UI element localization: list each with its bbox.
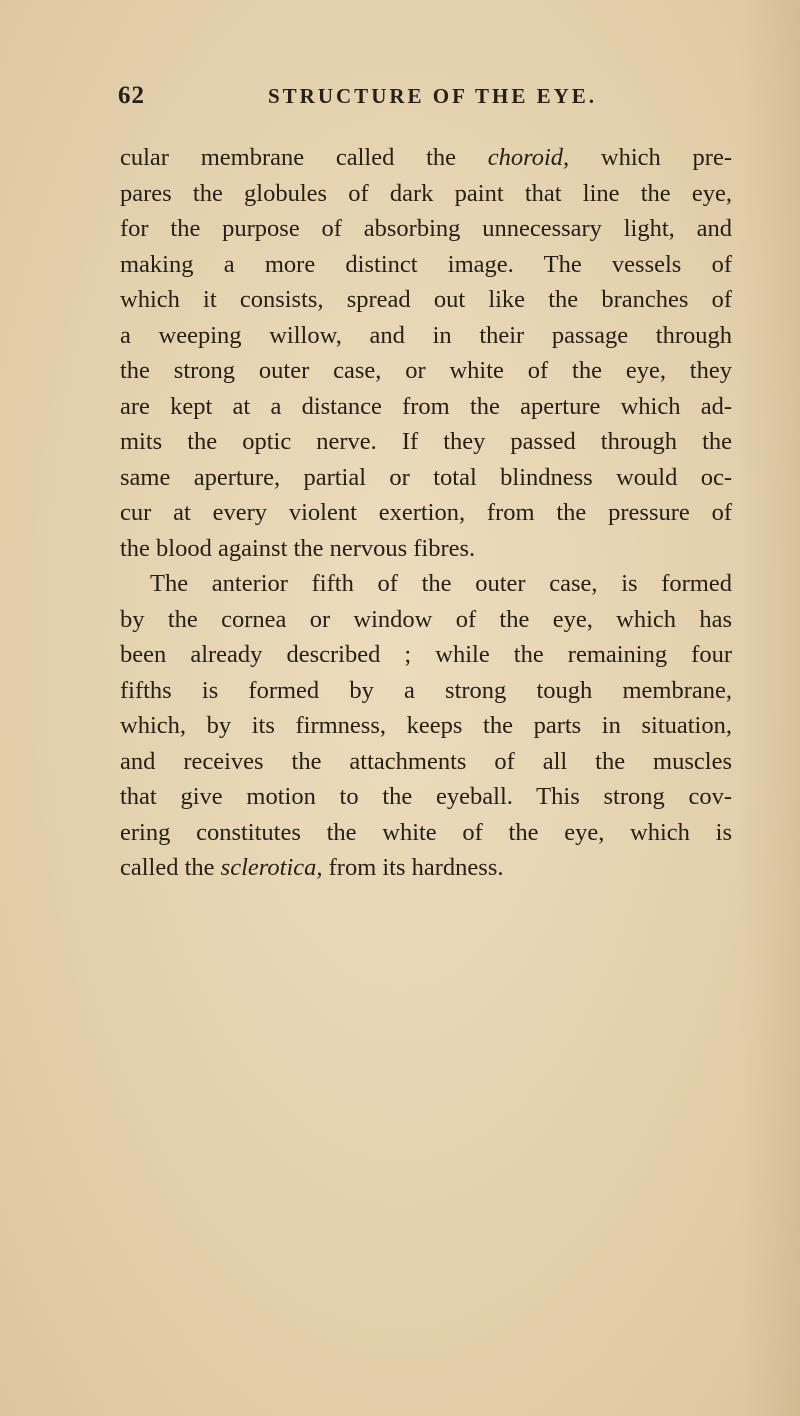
text-line: a weeping willow, and in their passage through bbox=[120, 321, 732, 349]
text-line: making a more distinct image. The vessels of bbox=[120, 250, 732, 278]
paragraph-start-line: The anterior fifth of the outer case, is formed bbox=[150, 570, 732, 597]
running-head bbox=[118, 82, 730, 112]
page-header-title: STRUCTURE OF THE EYE. bbox=[268, 84, 598, 108]
text-line: fifths is formed by a strong tough membrane, bbox=[120, 676, 732, 704]
page-number: 62 bbox=[118, 82, 145, 109]
paragraph-end-line: called the sclerotica, from its hardness. bbox=[120, 854, 504, 881]
italic-term: sclerotica, bbox=[220, 854, 323, 881]
text-line: by the cornea or window of the eye, which has bbox=[120, 605, 732, 633]
text-line: which it consists, spread out like the branches of bbox=[120, 286, 732, 313]
text-line: are kept at a distance from the aperture which ad- bbox=[120, 392, 732, 420]
text-line: pares the globules of dark paint that line the eye, bbox=[120, 179, 732, 207]
text-line: cular membrane called the choroid, which pre- bbox=[120, 144, 732, 171]
text-line: for the purpose of absorbing unnecessary light, and bbox=[120, 215, 732, 242]
text-line: the strong outer case, or white of the eye, they bbox=[120, 357, 732, 384]
text-line: which, by its firmness, keeps the parts in situation, bbox=[120, 712, 732, 739]
text-line: that give motion to the eyeball. This strong cov- bbox=[120, 783, 732, 810]
text-line: mits the optic nerve. If they passed through the bbox=[120, 428, 732, 455]
paragraph-end-line: the blood against the nervous fibres. bbox=[120, 534, 476, 562]
text-line: same aperture, partial or total blindness would oc- bbox=[120, 463, 732, 491]
text-line: and receives the attachments of all the muscles bbox=[120, 747, 732, 775]
italic-term: choroid, bbox=[487, 144, 570, 171]
text-line: been already described ; while the remaining four bbox=[120, 641, 732, 668]
text-line: cur at every violent exertion, from the pressure of bbox=[120, 499, 732, 526]
body-text bbox=[120, 140, 732, 886]
text-line: ering constitutes the white of the eye, which is bbox=[120, 818, 732, 846]
